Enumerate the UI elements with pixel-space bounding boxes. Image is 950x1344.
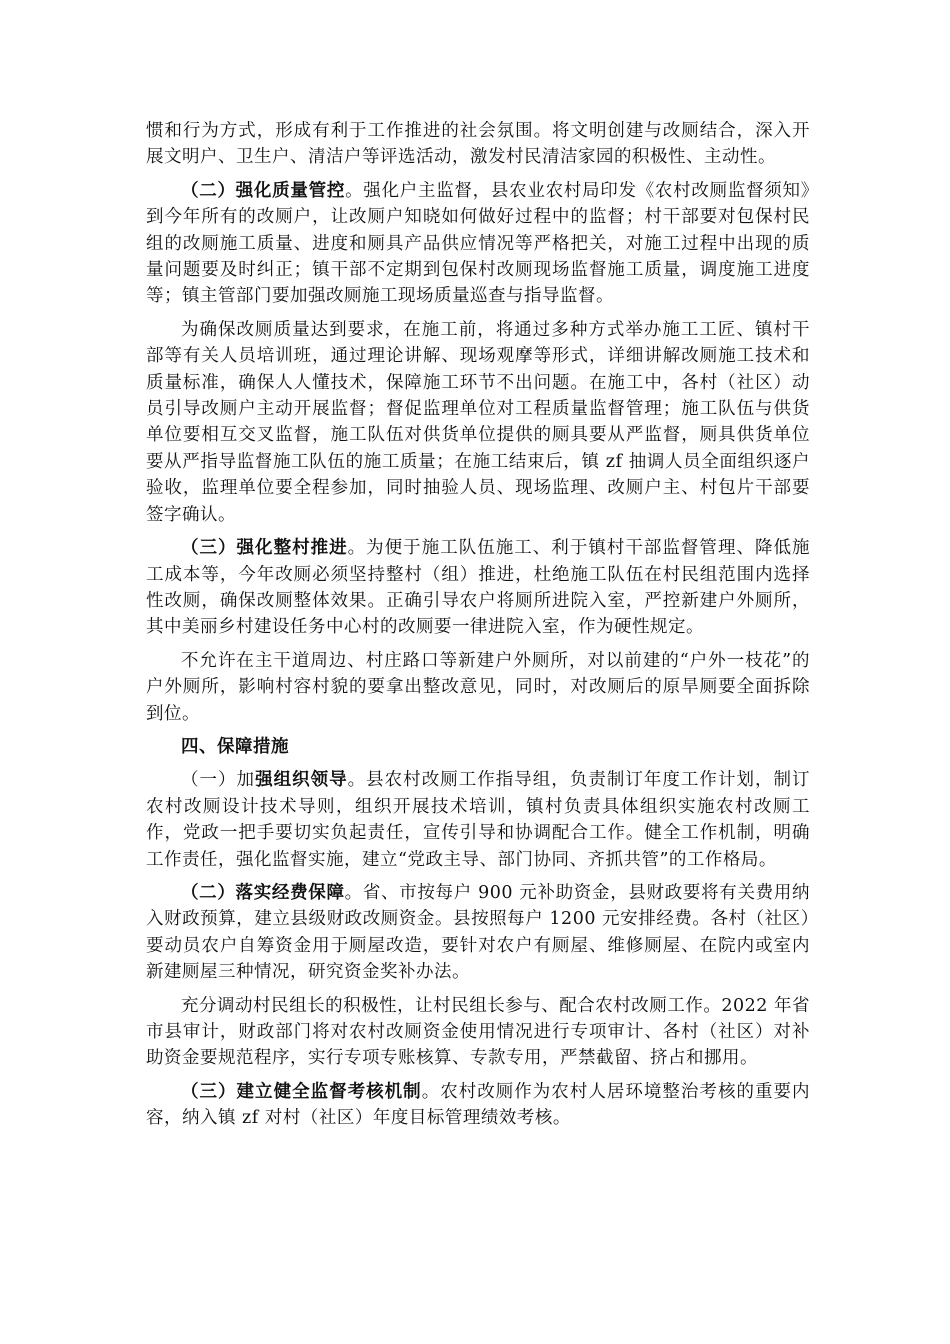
section-lead: （二）强化质量管控 <box>181 180 346 201</box>
paragraph-1 <box>146 118 810 171</box>
paragraph-5 <box>146 648 810 727</box>
paragraph-text: 。县农村改厕工作指导组，负责制订年度工作计划，制订农村改厕设计技术导则，组织开展技术培训，镇村负责具体组织实施农村改厕工作，党政一把手要切实负起责任，宣传引导和协调配合工作。健全工作机制，明确工作责任，强化监督实施，建立“党政主导、部门协同、齐抓共管”的工作格局。 <box>146 770 811 870</box>
paragraph-6 <box>146 767 810 873</box>
paragraph-prefix: （一）加 <box>181 770 256 791</box>
section-lead: 强组织领导 <box>255 770 348 791</box>
section-lead: （三）强化整村推进 <box>181 538 348 559</box>
paragraph-text: 不允许在主干道周边、村庄路口等新建户外厕所，对以前建的“户外一枝花”的户外厕所，影响村容村貌的要拿出整改意见，同时，对改厕后的原旱厕要全面拆除到位。 <box>146 650 810 724</box>
paragraph-7 <box>146 880 810 986</box>
paragraph-text: 。强化户主监督，县农业农村局印发《农村改厕监督须知》到今年所有的改厕户，让改厕户知晓如何做好过程中的监督；村干部要对包保村民组的改厕施工质量、进度和厕具产品供应情况等严格把关，对施工过程中出现的质量问题要及时纠正；镇干部不定期到包保村改厕现场监督施工质量，调度施工进度等；镇主管部门要加强改厕施工现场质量巡查与指导监督。 <box>146 180 811 307</box>
paragraph-8 <box>146 993 810 1072</box>
paragraph-text: 惯和行为方式，形成有利于工作推进的社会氛围。将文明创建与改厕结合，深入开展文明户、卫生户、清洁户等评选活动，激发村民清洁家园的积极性、主动性。 <box>146 121 810 168</box>
paragraph-2 <box>146 178 810 310</box>
paragraph-9 <box>146 1079 810 1132</box>
document-page <box>146 118 810 1139</box>
paragraph-text: 。为便于施工队伍施工、利于镇村干部监督管理、降低施工成本等，今年改厕必须坚持整村（组）推进，杜绝施工队伍在村民组范围内选择性改厕，确保改厕整体效果。正确引导农户将厕所进院入室，严控新建户外厕所，其中美丽乡村建设任务中心村的改厕要一律进院入室，作为硬性规定。 <box>146 538 811 638</box>
paragraph-text: 。农村改厕作为农村人居环境整治考核的重要内容，纳入镇 zf 对村（社区）年度目标管理绩效考核。 <box>146 1081 811 1129</box>
paragraph-3 <box>146 317 810 528</box>
paragraph-4 <box>146 535 810 641</box>
paragraph-text: 充分调动村民组长的积极性，让村民组长参与、配合农村改厕工作。2022 年省市县审计，财政部门将对农村改厕资金使用情况进行专项审计、各村（社区）对补助资金要规范程序，实行专项专账核算、专款专用，严禁截留、挤占和挪用。 <box>146 995 810 1069</box>
section-lead: （二）落实经费保障 <box>181 882 345 903</box>
section-heading: 四、保障措施 <box>181 736 289 757</box>
section-lead: （三）建立健全监督考核机制 <box>181 1081 422 1102</box>
paragraph-text: 。省、市按每户 900 元补助资金，县财政要将有关费用纳入财政预算，建立县级财政改厕资金。县按照每户 1200 元安排经费。各村（社区）要动员农户自筹资金用于厕屋改造，要针对农户有厕屋、维修厕屋、在院内或室内新建厕屋三种情况，研究资金奖补办法。 <box>146 882 811 983</box>
paragraph-text: 为确保改厕质量达到要求，在施工前，将通过多种方式举办施工工匠、镇村干部等有关人员培训班，通过理论讲解、现场观摩等形式，详细讲解改厕施工技术和质量标准，确保人人懂技术，保障施工环节不出问题。在施工中，各村（社区）动员引导改厕户主动开展监督；督促监理单位对工程质量监督管理；施工队伍与供货单位要相互交叉监督，施工队伍对供货单位提供的厕具要从严监督，厕具供货单位要从严指导监督施工队伍的施工质量；在施工结束后，镇 zf 抽调人员全面组织逐户验收，监理单位要全程参加，同时抽验人员、现场监理、改厕户主、村包片干部要签字确认。 <box>146 319 810 525</box>
